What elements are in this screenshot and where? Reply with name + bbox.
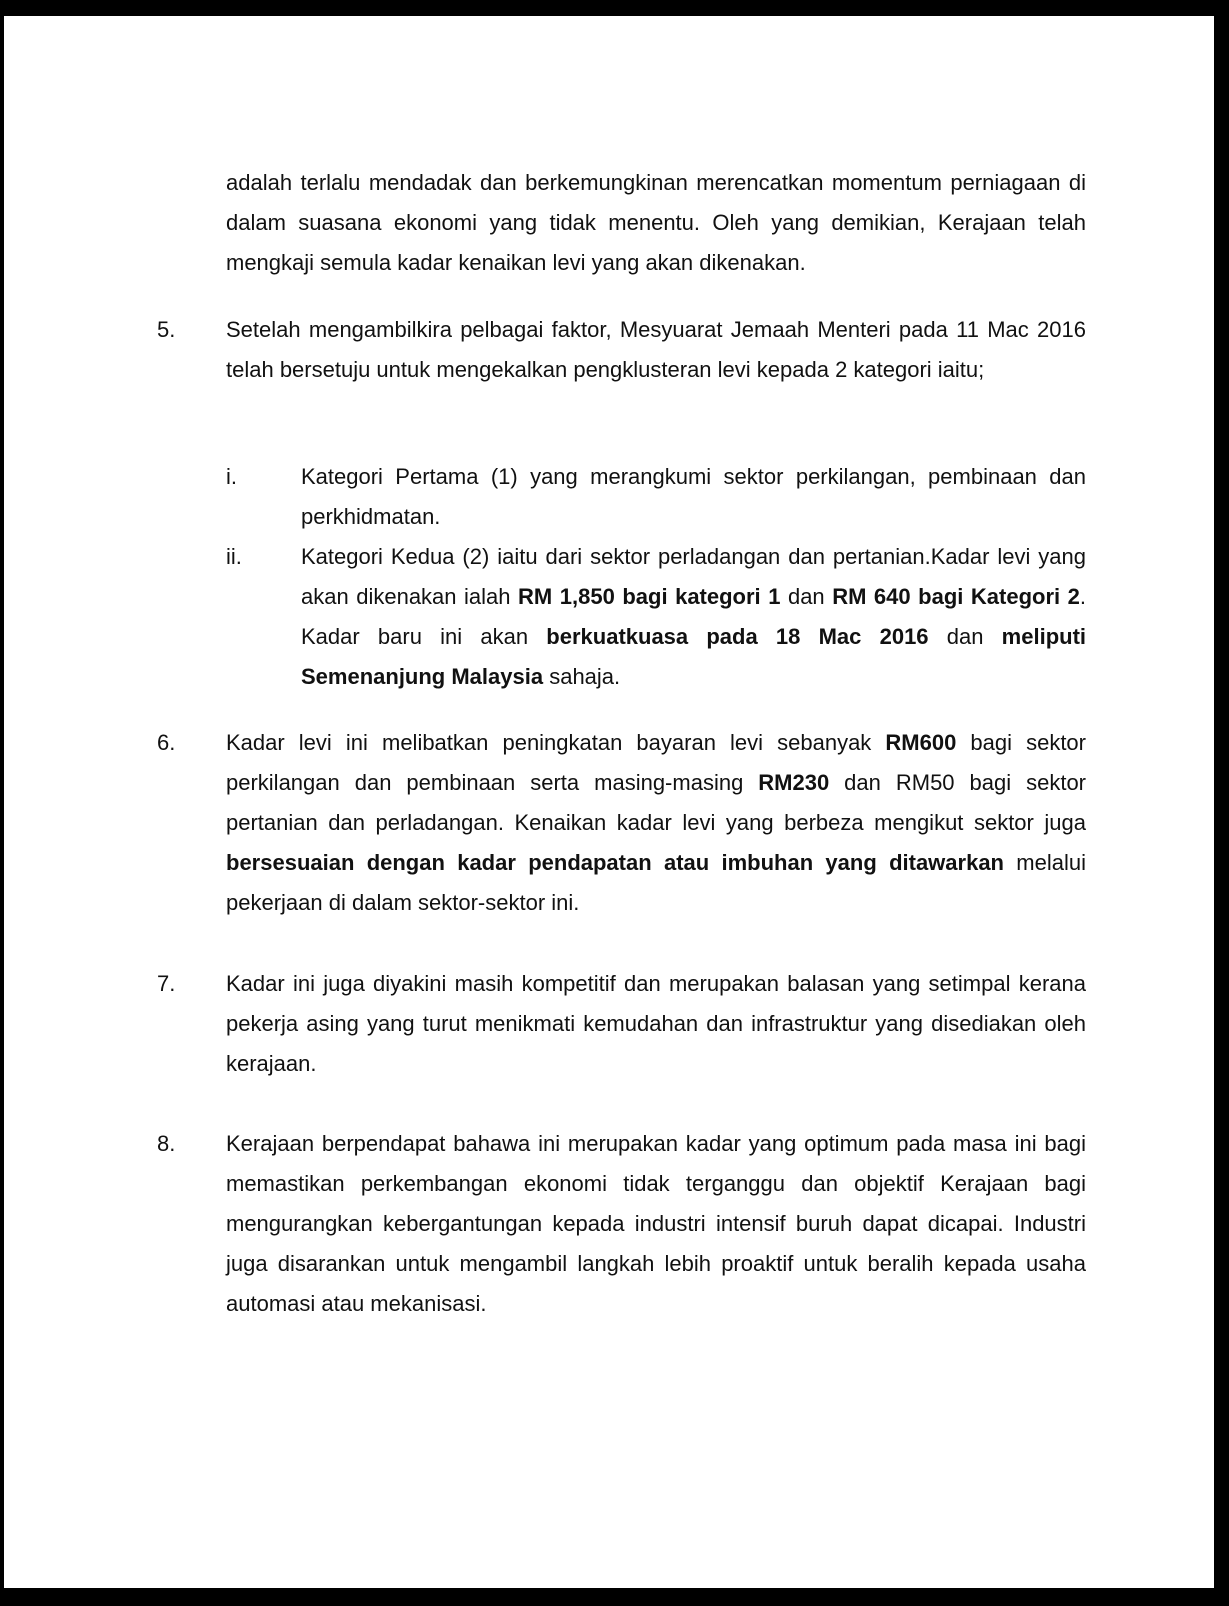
paragraph-6-number: 6. — [157, 730, 176, 755]
sub-item-ii-text-4: dan — [928, 624, 1002, 649]
paragraph-6-text-2: bagi sektor perkilangan dan pembinaan serta masing-masing — [226, 730, 1086, 795]
sub-item-ii-bold-4: meliputi Semenanjung Malaysia — [301, 624, 1087, 689]
sub-item-i-number: i. — [226, 464, 237, 489]
sub-item-ii-text-2: dan — [780, 584, 833, 609]
sub-item-ii-bold-3: berkuatkuasa pada 18 Mac 2016 — [546, 624, 929, 649]
paragraph-4-continuation: adalah terlalu mendadak dan berkemungkinan merencatkan momentum perniagaan di dalam suasana ekonomi yang tidak menentu. Oleh yang demikian, Kerajaan telah mengkaji semula kadar kenaikan levi yang akan dikenakan. — [226, 170, 1086, 275]
paragraph-7-text: Kadar ini juga diyakini masih kompetitif dan merupakan balasan yang setimpal kerana pekerja asing yang turut menikmati kemudahan dan infrastruktur yang disediakan oleh kerajaan. — [226, 971, 1086, 1076]
paragraph-5-text: Setelah mengambilkira pelbagai faktor, Mesyuarat Jemaah Menteri pada 11 Mac 2016 telah bersetuju untuk mengekalkan pengklusteran levi kepada 2 kategori iaitu; — [226, 317, 1086, 382]
sub-item-ii-text-1: Kategori Kedua (2) iaitu dari sektor perladangan dan pertanian.Kadar levi yang akan dikenakan ialah — [301, 544, 1086, 609]
sub-item-ii-bold-1: RM 1,850 bagi kategori 1 — [518, 584, 781, 609]
paragraph-7-number: 7. — [157, 971, 176, 996]
paragraph-8-text: Kerajaan berpendapat bahawa ini merupakan kadar yang optimum pada masa ini bagi memastikan perkembangan ekonomi tidak terganggu dan objektif Kerajaan bagi mengurangkan kebergantungan kepada industri intensif buruh dapat dicapai. Industri juga disarankan untuk mengambil langkah lebih proaktif untuk beralih kepada usaha automasi atau mekanisasi. — [226, 1131, 1086, 1316]
sub-item-i-text: Kategori Pertama (1) yang merangkumi sektor perkilangan, pembinaan dan perkhidmatan. — [301, 464, 1086, 529]
paragraph-6-bold-1: RM600 — [885, 730, 957, 755]
sub-item-ii-text-3: . Kadar baru ini akan — [301, 584, 1086, 649]
paragraph-8-number: 8. — [157, 1131, 176, 1156]
sub-item-ii-text-5: sahaja. — [543, 664, 621, 689]
sub-item-ii-number: ii. — [226, 544, 242, 569]
paragraph-6-bold-2: RM230 — [758, 770, 830, 795]
paragraph-5-number: 5. — [157, 317, 176, 342]
sub-item-ii-bold-2: RM 640 bagi Kategori 2 — [832, 584, 1080, 609]
paragraph-6-bold-3: bersesuaian dengan kadar pendapatan atau imbuhan yang ditawarkan — [226, 850, 1004, 875]
paragraph-6-text — [226, 723, 1086, 923]
paragraph-6-text-4: melalui pekerjaan di dalam sektor-sektor ini. — [226, 850, 1086, 915]
paragraph-6-text-1: Kadar levi ini melibatkan peningkatan bayaran levi sebanyak — [226, 730, 886, 755]
document-page — [4, 16, 1214, 1588]
paragraph-6-text-3: dan RM50 bagi sektor pertanian dan perladangan. Kenaikan kadar levi yang berbeza mengikut sektor juga — [226, 770, 1087, 835]
sub-item-ii-text — [301, 537, 1086, 697]
